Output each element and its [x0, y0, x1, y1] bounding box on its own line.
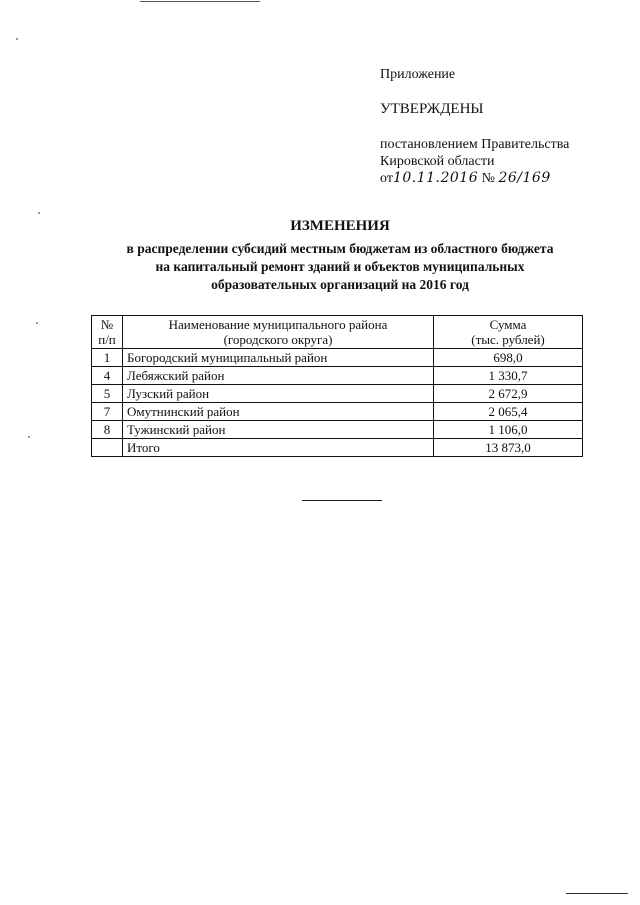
subtitle-line-1: в распределении субсидий местным бюджетам из областного бюджета [126, 241, 554, 256]
decree-line-1: постановлением Правительства [380, 137, 570, 152]
header-sum-line-2: (тыс. рублей) [471, 332, 545, 347]
header-sum-line-1: Сумма [489, 317, 527, 332]
approval-block [380, 66, 569, 187]
row-sum: 698,0 [434, 349, 583, 367]
header-name-line-1: Наименование муниципального района [168, 317, 388, 332]
total-label: Итого [123, 439, 434, 457]
header-district-name [123, 316, 434, 349]
decree-date-number [380, 170, 569, 187]
table-total-row [92, 439, 583, 457]
header-number [92, 316, 123, 349]
number-prefix: № [481, 171, 495, 186]
top-scan-line [140, 1, 260, 2]
document-title-block [60, 216, 620, 294]
scan-speck [36, 322, 38, 324]
approved-label: УТВЕРЖДЕНЫ [380, 101, 484, 117]
row-number: 8 [92, 421, 123, 439]
end-of-document-rule [302, 500, 382, 501]
header-name-line-2: (городского округа) [223, 332, 333, 347]
appendix-label: Приложение [380, 67, 456, 82]
row-district-name: Тужинский район [123, 421, 434, 439]
row-district-name: Лузский район [123, 385, 434, 403]
table-row [92, 403, 583, 421]
bottom-scan-line [566, 893, 628, 894]
subtitle-line-3: образовательных организаций на 2016 год [211, 277, 469, 292]
row-number: 1 [92, 349, 123, 367]
table-header-row [92, 316, 583, 349]
row-sum: 1 106,0 [434, 421, 583, 439]
document-heading: ИЗМЕНЕНИЯ [290, 218, 390, 234]
subsidies-table [91, 315, 583, 457]
table-row [92, 385, 583, 403]
table-row [92, 349, 583, 367]
header-number-line-1: № [100, 317, 114, 332]
row-district-name: Омутнинский район [123, 403, 434, 421]
scan-speck [38, 212, 40, 214]
row-sum: 2 672,9 [434, 385, 583, 403]
row-number: 4 [92, 367, 123, 385]
table-row [92, 421, 583, 439]
row-sum: 2 065,4 [434, 403, 583, 421]
table-row [92, 367, 583, 385]
scan-speck [16, 38, 18, 40]
decree-line-2: Кировской области [380, 154, 495, 169]
header-sum [434, 316, 583, 349]
subtitle-line-2: на капитальный ремонт зданий и объектов муниципальных [155, 259, 525, 274]
row-number: 7 [92, 403, 123, 421]
handwritten-date: 10.11.2016 [392, 170, 479, 186]
handwritten-number: 26/169 [498, 170, 551, 186]
header-number-line-2: п/п [98, 332, 116, 347]
date-prefix: от [380, 171, 393, 186]
row-district-name: Лебяжский район [123, 367, 434, 385]
row-district-name: Богородский муниципальный район [123, 349, 434, 367]
total-sum: 13 873,0 [434, 439, 583, 457]
row-number: 5 [92, 385, 123, 403]
total-number [92, 439, 123, 457]
row-sum: 1 330,7 [434, 367, 583, 385]
scan-speck [28, 436, 30, 438]
